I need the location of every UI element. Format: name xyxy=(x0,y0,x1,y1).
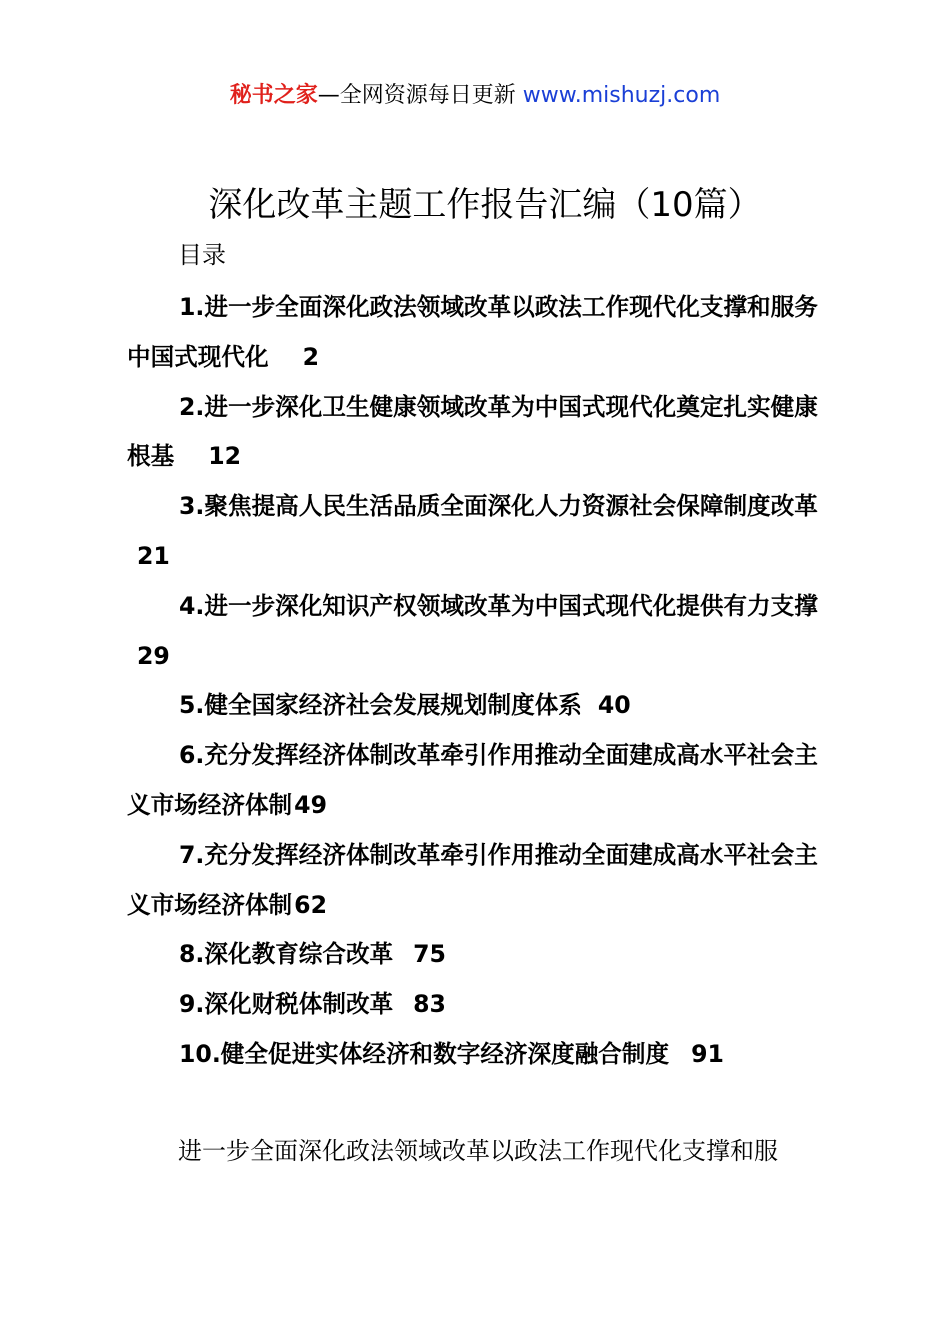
site-header xyxy=(0,80,950,112)
toc-entry-title: 8.深化教育综合改革 xyxy=(179,940,394,969)
toc-entry-page: 2 xyxy=(302,342,319,371)
toc-entry[interactable] xyxy=(127,383,837,483)
table-of-contents xyxy=(127,283,837,1080)
toc-entry-page: 91 xyxy=(691,1039,724,1068)
toc-entry[interactable] xyxy=(127,283,837,383)
document-title: 深化改革主题工作报告汇编（10篇） xyxy=(208,185,762,225)
toc-entry-title: 5.健全国家经济社会发展规划制度体系 xyxy=(179,691,582,720)
toc-entry-title: 3.聚焦提高人民生活品质全面深化人力资源社会保障制度改革 xyxy=(179,492,818,521)
site-brand: 秘书之家 xyxy=(229,83,318,108)
toc-entry-title: 7.充分发挥经济体制改革牵引作用推动全面建成高水平社会主义市场经济体制 xyxy=(127,840,818,919)
toc-entry[interactable] xyxy=(127,482,837,582)
toc-entry[interactable] xyxy=(127,681,837,731)
toc-entry-title: 6.充分发挥经济体制改革牵引作用推动全面建成高水平社会主义市场经济体制 xyxy=(127,741,818,819)
toc-entry-page: 40 xyxy=(597,691,631,720)
site-url-link[interactable]: www.mishuzj.com xyxy=(522,83,721,108)
body-paragraph-start: 进一步全面深化政法领域改革以政法工作现代化支撑和服 xyxy=(178,1137,778,1165)
toc-entry[interactable] xyxy=(127,731,837,831)
toc-entry-title: 1.进一步全面深化政法领域改革以政法工作现代化支撑和服务中国式现代化 xyxy=(127,293,818,371)
toc-entry-title: 10.健全促进实体经济和数字经济深度融合制度 xyxy=(179,1039,670,1068)
toc-entry-title: 4.进一步深化知识产权领域改革为中国式现代化提供有力支撑 xyxy=(179,591,818,620)
toc-entry[interactable] xyxy=(127,980,837,1030)
toc-entry[interactable] xyxy=(127,582,837,682)
toc-entry-page: 21 xyxy=(137,541,170,570)
toc-entry-page: 12 xyxy=(208,442,242,471)
toc-entry-page: 83 xyxy=(413,990,446,1019)
toc-entry-page: 75 xyxy=(413,940,446,969)
toc-entry-title: 2.进一步深化卫生健康领域改革为中国式现代化奠定扎实健康根基 xyxy=(127,392,818,471)
toc-entry[interactable] xyxy=(127,831,837,931)
toc-entry-title: 9.深化财税体制改革 xyxy=(179,990,394,1019)
site-tagline: —全网资源每日更新 xyxy=(317,83,516,108)
toc-heading: 目录 xyxy=(178,241,226,269)
toc-entry-page: 29 xyxy=(137,641,170,670)
toc-entry[interactable] xyxy=(127,930,837,980)
toc-entry[interactable] xyxy=(127,1030,837,1080)
toc-entry-page: 62 xyxy=(294,890,327,919)
toc-entry-page: 49 xyxy=(294,790,327,819)
